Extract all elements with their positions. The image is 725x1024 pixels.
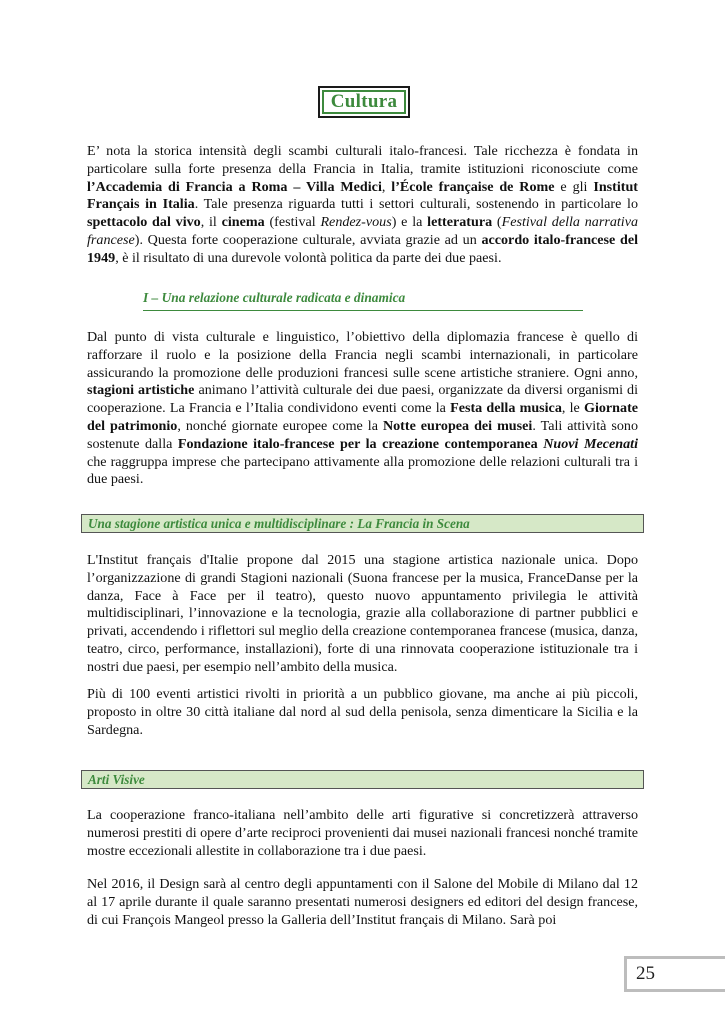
subsection-heading: I – Una relazione culturale radicata e dinamica bbox=[143, 290, 583, 311]
emphasis-text: stagioni artistiche bbox=[87, 382, 195, 399]
body-text: E’ nota la storica intensità degli scambi culturali italo-francesi. Tale ricchezza è fondata in particolare sulla forte presenza della Francia in Italia, tramite istituzioni riconosciute come bbox=[87, 143, 638, 177]
emphasis-text: Nuovi Mecenati bbox=[543, 435, 638, 452]
emphasis-text: accordo italo-francese del 1949 bbox=[87, 231, 639, 266]
arti-visive-paragraph-2: Nel 2016, il Design sarà al centro degli appuntamenti con il Salone del Mobile di Milano dal 12 al 17 aprile durante il quale saranno presentati numerosi designers ed editori del design francese, di cui François Mangeol presso la Galleria dell’Institut français di Milano. Sarà poi bbox=[87, 876, 638, 928]
body-text: ( bbox=[492, 214, 502, 231]
emphasis-text: Festival della narrativa francese bbox=[87, 214, 639, 248]
body-text: e gli bbox=[554, 178, 594, 195]
body-text: ) e la bbox=[391, 214, 428, 231]
body-text: , bbox=[381, 178, 392, 195]
emphasis-text: Rendez-vous bbox=[320, 214, 392, 231]
arti-visive-paragraph-1: La cooperazione franco-italiana nell’ambito delle arti figurative si concretizzerà attraverso numerosi prestiti di opere d’arte reciproci provenienti dai musei nazionali francesi nonché tramite mostre eccezionali allestite in collaborazione tra i due paesi. bbox=[87, 807, 639, 859]
page-title: Cultura bbox=[322, 90, 406, 114]
body-text: . Tale presenza riguarda tutti i settori culturali, sostenendo in particolare lo bbox=[194, 196, 639, 213]
emphasis-text: Giornate del patrimonio bbox=[87, 400, 639, 434]
section-heading-francia-in-scena: Una stagione artistica unica e multidisciplinare : La Francia in Scena bbox=[81, 514, 644, 533]
emphasis-text: l’Accademia di Francia a Roma – Villa Medici bbox=[87, 178, 382, 195]
emphasis-text: l’École française de Rome bbox=[391, 178, 555, 195]
section-heading-arti-visive: Arti Visive bbox=[81, 770, 644, 789]
emphasis-text: letteratura bbox=[427, 214, 493, 231]
body-text: , nonché giornate europee come la bbox=[177, 417, 383, 434]
body-text: animano l’attività culturale dei due paesi, organizzate da diversi organismi di cooperazione. La Francia e l’Italia condividono eventi come la bbox=[87, 382, 639, 417]
emphasis-text: Festa della musica bbox=[450, 400, 562, 417]
body-text: (festival bbox=[264, 214, 321, 231]
title-frame bbox=[318, 86, 410, 118]
emphasis-text: spettacolo dal vivo bbox=[87, 214, 201, 231]
body-text: Dal punto di vista culturale e linguistico, l’obiettivo della diplomazia francese è quello di rafforzare il ruolo e la posizione della Francia negli scambi internazionali, in particolare assicurando la promozione delle produzioni francesi sulle scene artistiche straniere. Ogni anno, bbox=[87, 329, 638, 381]
body-text: , il bbox=[200, 214, 222, 231]
emphasis-text: Fondazione italo-francese per la creazione contemporanea bbox=[177, 435, 544, 452]
body-text: ). Questa forte cooperazione culturale, avviata grazie ad un bbox=[134, 231, 482, 248]
body-text: . Tali attività sono sostenute dalla bbox=[87, 417, 639, 452]
emphasis-text: Institut Français in Italia bbox=[87, 178, 638, 213]
francia-in-scena-paragraph-1: L'Institut français d'Italie propone dal 2015 una stagione artistica nazionale unica. Dopo l’organizzazione di grandi Stagioni nazionali (Suona francese per la musica, FranceDanse per la danza, Face à Face per il teatro), questo nuovo appuntamento privilegia le attività multidisciplinari, l’innovazione e la tecnologia, grazie alla collaborazione di partner pubblici e privati, accendendo i riflettori sul meglio della creazione contemporanea francese (musica, danza, teatro, circo, performance, installazioni), forte di una rinnovata cooperazione istituzionale tra i nostri due paesi, per esempio nell’ambito della musica. bbox=[87, 552, 638, 675]
intro-paragraph bbox=[87, 143, 638, 268]
francia-in-scena-paragraph-2: Più di 100 eventi artistici rivolti in priorità a un pubblico giovane, ma anche ai più piccoli, proposto in oltre 30 città italiane dal nord al sud della penisola, senza dimenticare la Sicilia e la Sardegna. bbox=[87, 686, 638, 738]
relazione-paragraph bbox=[87, 329, 638, 489]
body-text: che raggruppa imprese che partecipano attivamente alla promozione delle relazioni culturali tra i due paesi. bbox=[87, 453, 638, 488]
body-text: , le bbox=[561, 400, 584, 417]
body-text: , è il risultato di una durevole volontà politica da parte dei due paesi. bbox=[115, 249, 502, 266]
page-number: 25 bbox=[636, 963, 655, 984]
emphasis-text: Notte europea dei musei bbox=[382, 417, 533, 434]
emphasis-text: cinema bbox=[221, 214, 265, 231]
